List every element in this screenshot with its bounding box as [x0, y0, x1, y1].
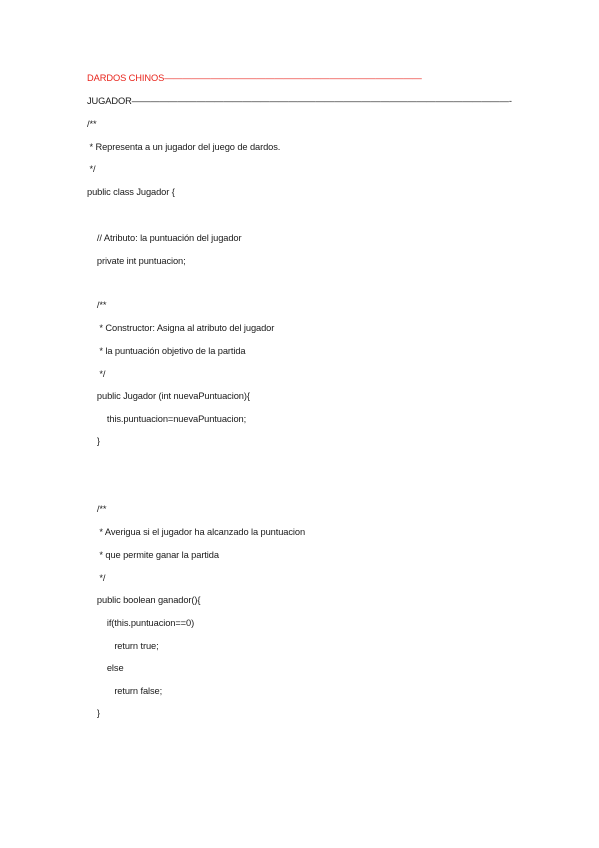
code-line: else — [87, 663, 124, 673]
code-line: */ — [87, 573, 106, 583]
code-line: * Averigua si el jugador ha alcanzado la puntuacion — [87, 527, 306, 537]
code-line: * la puntuación objetivo de la partida — [87, 346, 246, 356]
code-line: /** — [87, 119, 97, 129]
code-line: return true; — [87, 641, 159, 651]
code-line: * que permite ganar la partida — [87, 550, 219, 560]
code-line: this.puntuacion=nuevaPuntuacion; — [87, 414, 247, 424]
code-line: * Representa a un jugador del juego de dardos. — [87, 142, 281, 152]
code-line: public Jugador (int nuevaPuntuacion){ — [87, 391, 250, 401]
code-line: return false; — [87, 686, 163, 696]
code-line: if(this.puntuacion==0) — [87, 618, 195, 628]
code-line: * Constructor: Asigna al atributo del jugador — [87, 323, 275, 333]
code-line: */ — [87, 164, 96, 174]
code-line: /** — [87, 300, 107, 310]
code-line: public class Jugador { — [87, 187, 175, 197]
heading-jugador: JUGADOR—————————————————————————————————————————- — [87, 96, 512, 106]
code-line: // Atributo: la puntuación del jugador — [87, 233, 242, 243]
code-line: public boolean ganador(){ — [87, 595, 201, 605]
code-line: */ — [87, 369, 106, 379]
code-line: } — [87, 708, 100, 718]
code-line: private int puntuacion; — [87, 256, 186, 266]
heading-dardos-chinos: DARDOS CHINOS———————————————————————————— — [87, 73, 422, 83]
code-line: /** — [87, 504, 107, 514]
code-line: } — [87, 436, 100, 446]
